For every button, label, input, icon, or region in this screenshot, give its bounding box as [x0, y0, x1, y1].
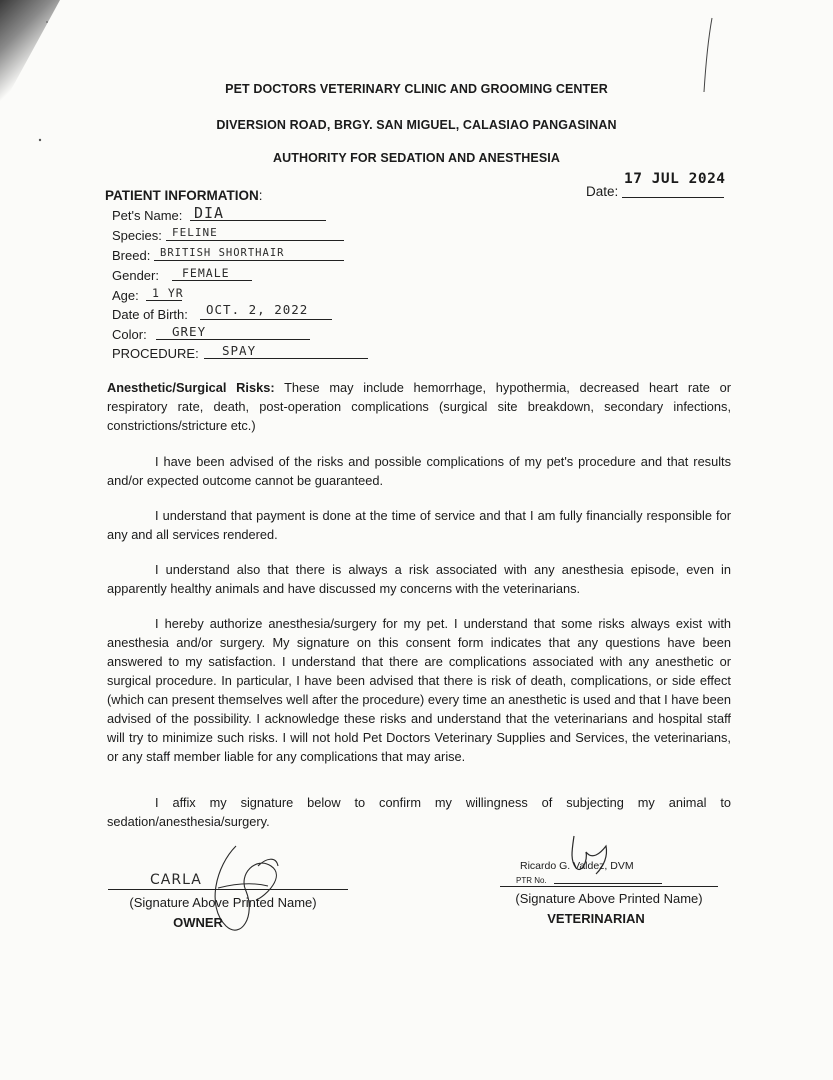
- vet-role: VETERINARIAN: [547, 911, 645, 926]
- date-label: Date:: [586, 184, 619, 199]
- age-value: 1 YR: [152, 286, 184, 300]
- dob-line: [200, 318, 332, 320]
- species-line: [166, 239, 344, 241]
- color-value: GREY: [172, 324, 207, 339]
- color-line: [156, 338, 310, 340]
- vet-signature-line: [500, 886, 718, 887]
- owner-signature-caption: (Signature Above Printed Name): [129, 895, 317, 910]
- owner-role: OWNER: [173, 915, 223, 930]
- color-label: Color:: [112, 327, 147, 342]
- species-label: Species:: [112, 228, 162, 243]
- breed-line: [154, 259, 344, 261]
- species-value: FELINE: [172, 226, 218, 239]
- pet-name-line: [190, 219, 326, 221]
- patient-info-title: PATIENT INFORMATION:: [105, 188, 263, 203]
- risk-awareness-paragraph: I understand also that there is always a risk associated with any anesthesia episode, even in apparently healthy animals and have discussed my concerns with the veterinarians.: [107, 562, 731, 596]
- pet-name-label: Pet's Name:: [112, 208, 183, 223]
- owner-signature-line: [108, 889, 348, 890]
- breed-value: BRITISH SHORTHAIR: [160, 247, 285, 259]
- date-line: [622, 196, 724, 198]
- owner-handwritten-name: CARLA: [150, 872, 202, 888]
- procedure-label: PROCEDURE:: [112, 346, 199, 361]
- pet-name-value: DIA: [194, 204, 225, 222]
- advised-paragraph: I have been advised of the risks and possible complications of my pet's procedure and that results and/or expected outcome cannot be guaranteed.: [107, 454, 731, 488]
- dob-value: OCT. 2, 2022: [206, 302, 309, 317]
- clinic-address: DIVERSION ROAD, BRGY. SAN MIGUEL, CALASIAO PANGASINAN: [216, 118, 617, 132]
- affix-signature-paragraph: I affix my signature below to confirm my willingness of subjecting my animal to sedation/anesthesia/surgery.: [107, 795, 731, 829]
- age-label: Age:: [112, 288, 139, 303]
- date-stamp: 17 JUL 2024: [624, 171, 726, 187]
- gender-label: Gender:: [112, 268, 159, 283]
- clinic-name: PET DOCTORS VETERINARY CLINIC AND GROOMING CENTER: [225, 82, 608, 96]
- authorization-paragraph: I hereby authorize anesthesia/surgery for my pet. I understand that some risks always exist with anesthesia and/or surgery. My signature on this consent form indicates that any questions have been answered to my satisfaction. I understand that there are complications associated with any anesthetic or surgical procedure. In particular, I have been advised that there is risk of death, complications, or side effect (which can present themselves well after the procedure) every time an anesthetic is used and that I have been advised of the possibility. I acknowledge these risks and understand that the veterinarians and hospital staff will try to minimize such risks. I will not hold Pet Doctors Veterinary Supplies and Services, the veterinarians, or any staff member liable for any complications that may arise.: [107, 616, 731, 764]
- dob-label: Date of Birth:: [112, 307, 188, 322]
- age-line: [146, 299, 182, 301]
- ptr-line: [554, 883, 662, 884]
- vet-signature-caption: (Signature Above Printed Name): [515, 891, 703, 906]
- payment-paragraph: I understand that payment is done at the time of service and that I am fully financially responsible for any and all services rendered.: [107, 508, 731, 542]
- risks-paragraph: [107, 378, 731, 435]
- risks-text: These may include hemorrhage, hypothermia, decreased heart rate or respiratory rate, death, post-operation complications (surgical site breakdown, secondary infections, constrictions/stricture etc.): [107, 380, 732, 433]
- procedure-line: [204, 357, 368, 359]
- form-title: AUTHORITY FOR SEDATION AND ANESTHESIA: [272, 151, 561, 165]
- procedure-value: SPAY: [222, 343, 257, 358]
- gender-line: [172, 279, 252, 281]
- gender-value: FEMALE: [182, 266, 230, 280]
- vet-printed-name: Ricardo G. Valdez, DVM: [520, 860, 634, 872]
- risks-label: Anesthetic/Surgical Risks:: [107, 380, 275, 395]
- breed-label: Breed:: [112, 248, 151, 263]
- ptr-label: PTR No.: [516, 876, 547, 885]
